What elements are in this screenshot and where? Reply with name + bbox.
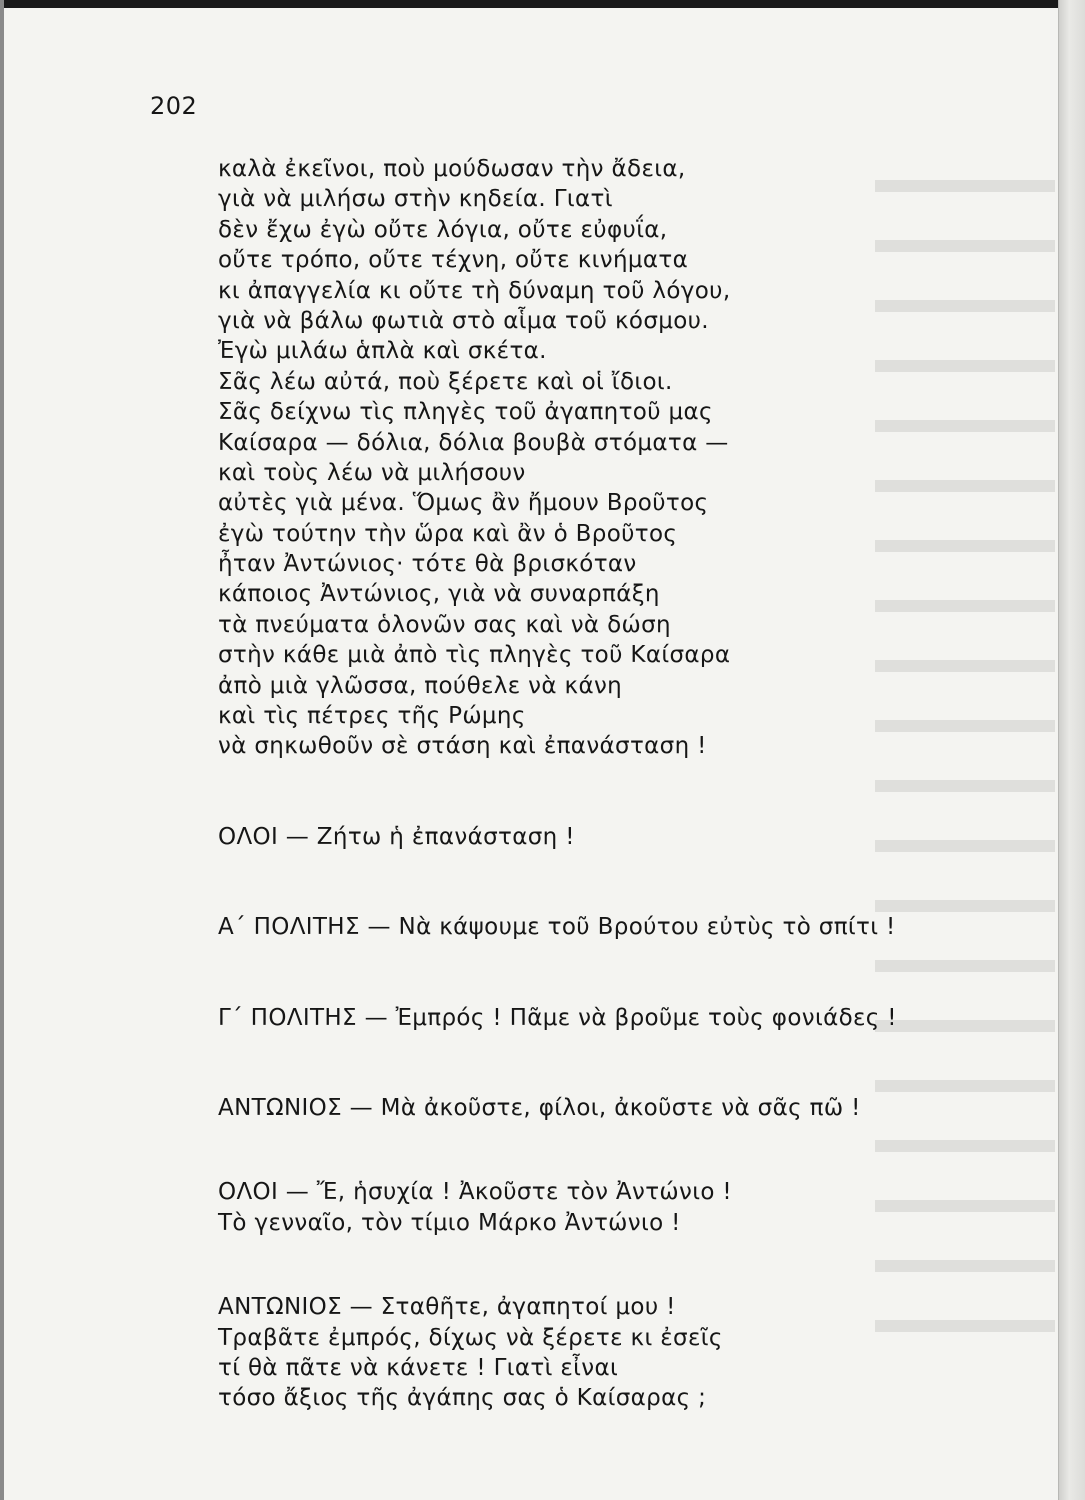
- verse-line: οὔτε τρόπο, οὔτε τέχνη, οὔτε κινήματα: [218, 247, 689, 274]
- stanza-spacer: [218, 1123, 897, 1177]
- scan-left-edge: [0, 0, 4, 1500]
- stanza-spacer: [218, 1033, 897, 1093]
- verse-line: Σᾶς δείχνω τὶς πληγὲς τοῦ ἀγαπητοῦ μας: [218, 399, 713, 426]
- play-text: [218, 154, 897, 1414]
- verse-line: δὲν ἔχω ἐγὼ οὔτε λόγια, οὔτε εὐφυΐα,: [218, 216, 668, 243]
- verse-line: Σᾶς λέω αὐτά, ποὺ ξέρετε καὶ οἱ ἴδιοι.: [218, 368, 673, 395]
- stanza-spacer: [218, 943, 897, 1003]
- verse-line: ἦταν Ἀντώνιος· τότε θὰ βρισκόταν: [218, 551, 637, 578]
- dialogue-oloi: ΟΛΟΙ — Ζήτω ἡ ἐπανάσταση !: [218, 823, 575, 850]
- verse-line: τόσο ἄξιος τῆς ἀγάπης σας ὁ Καίσαρας ;: [218, 1385, 707, 1412]
- verse-line: κι ἀπαγγελία κι οὔτε τὴ δύναμη τοῦ λόγου,: [218, 277, 731, 304]
- scan-top-edge: [0, 0, 1085, 8]
- page-edge-right: [1058, 0, 1085, 1500]
- verse-line: καὶ τὶς πέτρες τῆς Ρώμης: [218, 703, 526, 730]
- verse-line: ΑΝΤΩΝΙΟΣ — Σταθῆτε, ἀγαπητοί μου !: [218, 1294, 676, 1321]
- verse-line: νὰ σηκωθοῦν σὲ στάση καὶ ἐπανάσταση !: [218, 733, 707, 760]
- verse-line: Τὸ γενναῖο, τὸν τίμιο Μάρκο Ἀντώνιο !: [218, 1209, 681, 1236]
- verse-line: στὴν κάθε μιὰ ἀπὸ τὶς πληγὲς τοῦ Καίσαρα: [218, 642, 731, 669]
- verse-line: καλὰ ἐκεῖνοι, ποὺ μούδωσαν τὴν ἄδεια,: [218, 156, 686, 182]
- dialogue-antonios: ΑΝΤΩΝΙΟΣ — Μὰ ἀκοῦστε, φίλοι, ἀκοῦστε νὰ σᾶς πῶ !: [218, 1094, 861, 1121]
- verse-line: κάποιος Ἀντώνιος, γιὰ νὰ συναρπάξη: [218, 581, 660, 608]
- show-through-text: [875, 140, 1055, 1380]
- verse-line: Καίσαρα — δόλια, δόλια βουβὰ στόματα —: [218, 429, 729, 456]
- stanza-spacer: [218, 762, 897, 822]
- verse-line: Τραβᾶτε ἐμπρός, δίχως νὰ ξέρετε κι ἐσεῖς: [218, 1324, 723, 1351]
- verse-line: τί θὰ πᾶτε νὰ κάνετε ! Γιατὶ εἶναι: [218, 1354, 619, 1381]
- verse-line: τὰ πνεύματα ὁλονῶν σας καὶ νὰ δώση: [218, 611, 671, 638]
- verse-line: ἀπὸ μιὰ γλῶσσα, πούθελε νὰ κάνη: [218, 672, 623, 699]
- dialogue-g-politis: Γ΄ ΠΟΛΙΤΗΣ — Ἐμπρός ! Πᾶμε νὰ βροῦμε τοὺς φονιάδες !: [218, 1004, 897, 1031]
- stanza-spacer: [218, 1238, 897, 1292]
- dialogue-oloi-block: [218, 1177, 897, 1238]
- dialogue-a-politis: Α΄ ΠΟΛΙΤΗΣ — Νὰ κάψουμε τοῦ Βρούτου εὐτὺς τὸ σπίτι !: [218, 914, 896, 941]
- verse-line: καὶ τοὺς λέω νὰ μιλήσουν: [218, 459, 526, 486]
- verse-line: ἐγὼ τούτην τὴν ὥρα καὶ ἂν ὁ Βροῦτος: [218, 520, 678, 547]
- verse-line: αὐτὲς γιὰ μένα. Ὅμως ἂν ἤμουν Βροῦτος: [218, 490, 709, 517]
- speech-block: [218, 154, 897, 762]
- verse-line: ΟΛΟΙ — Ἔ, ἡσυχία ! Ἀκοῦστε τὸν Ἀντώνιο !: [218, 1179, 733, 1206]
- dialogue-antonios-block: [218, 1292, 897, 1414]
- verse-line: γιὰ νὰ μιλήσω στὴν κηδεία. Γιατὶ: [218, 186, 613, 213]
- verse-line: γιὰ νὰ βάλω φωτιὰ στὸ αἷμα τοῦ κόσμου.: [218, 307, 709, 334]
- page-number: 202: [150, 92, 198, 120]
- stanza-spacer: [218, 852, 897, 912]
- verse-line: Ἐγὼ μιλάω ἁπλὰ καὶ σκέτα.: [218, 338, 547, 365]
